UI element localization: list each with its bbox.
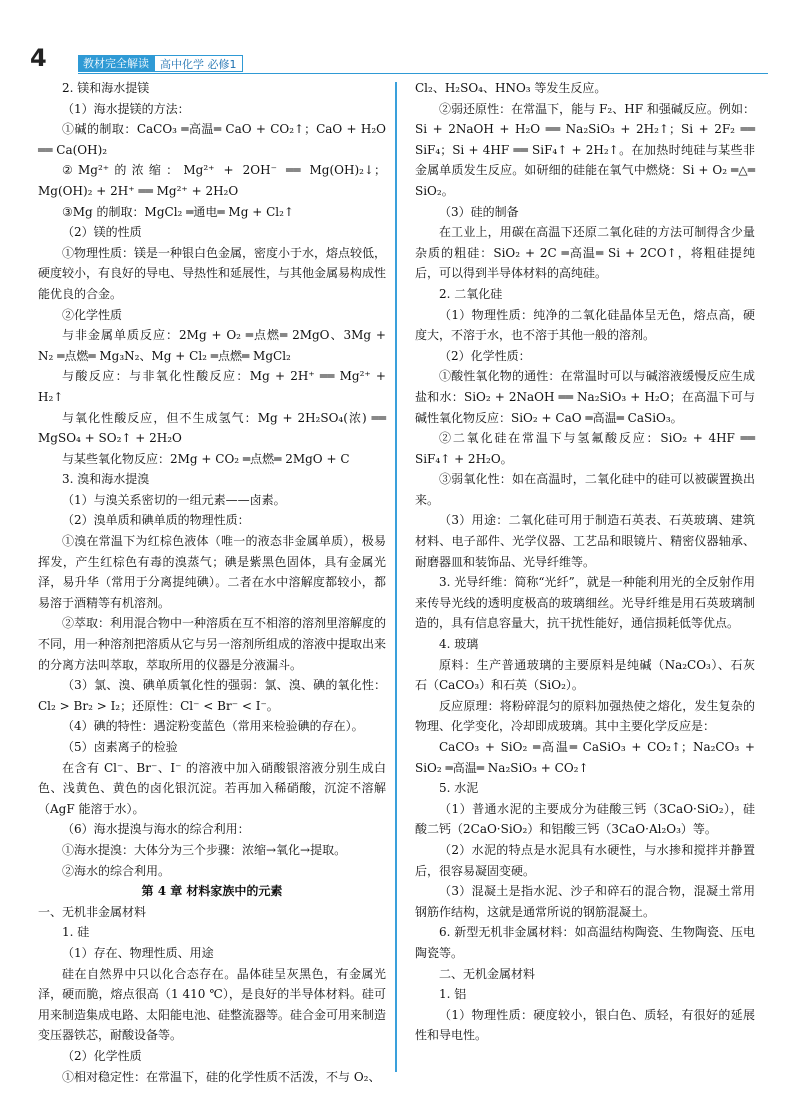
paragraph: （2）水泥的特点是水泥具有水硬性，与水掺和搅拌并静置后，很容易凝固变硬。: [415, 842, 755, 878]
heading: 3. 溴和海水提溴: [62, 472, 150, 487]
paragraph: 3. 光导纤维：简称“光纤”，就是一种能利用光的全反射作用来传导光线的透明度极高的玻璃细丝。光导纤维是用石英玻璃制造的，具有信息容量大，抗干扰性能好，通信损耗低等优点。: [415, 575, 755, 631]
page-number: 4: [30, 44, 47, 72]
series-title: 教材完全解读: [78, 55, 154, 72]
running-header: [78, 55, 243, 72]
section-heading: 一、无机非金属材料: [38, 904, 147, 919]
right-column: [415, 78, 755, 1046]
book-title: 高中化学 必修1: [154, 55, 243, 72]
paragraph: （6）海水提溴与海水的综合利用：: [62, 822, 250, 837]
paragraph: （2）镁的性质: [62, 225, 142, 240]
paragraph: ②二氧化硅在常温下与氢氟酸反应：SiO₂ + 4HF ══ SiF₄↑ + 2H₂O。: [415, 431, 755, 466]
paragraph: ①溴在常温下为红棕色液体（唯一的液态非金属单质），极易挥发，产生红棕色有毒的溴蒸气；碘是紫黑色固体，具有金属光泽，易升华（常用于分离提纯碘）。二者在水中溶解度都较小，都易溶于酒精等有机溶剂。: [38, 534, 386, 610]
paragraph: ②化学性质: [62, 307, 123, 322]
paragraph: （1）物理性质：硬度较小，银白色、质轻，有很好的延展性和导电性。: [415, 1007, 755, 1043]
heading: 2. 二氧化硅: [439, 286, 503, 301]
paragraph: ①相对稳定性：在常温下，硅的化学性质不活泼，不与 O₂、: [62, 1069, 381, 1084]
paragraph: 与非金属单质反应：2Mg + O₂ ═点燃═ 2MgO、3Mg + N₂ ═点燃═ Mg₃N₂、Mg + Cl₂ ═点燃═ MgCl₂: [38, 328, 386, 363]
paragraph: ③弱氧化性：如在高温时，二氧化硅中的硅可以被碳置换出来。: [415, 472, 755, 507]
paragraph: （1）物理性质：纯净的二氧化硅晶体呈无色，熔点高，硬度大，不溶于水，也不溶于其他一般的溶剂。: [415, 307, 755, 343]
paragraph: （5）卤素离子的检验: [62, 740, 178, 754]
paragraph: ②海水的综合利用。: [62, 863, 171, 878]
paragraph: （4）碘的特性：遇淀粉变蓝色（常用来检验碘的存在）。: [62, 719, 364, 734]
equation: CaCO₃ + SiO₂ ═高温═ CaSiO₃ + CO₂↑；Na₂CO₃ + SiO₂ ═高温═ Na₂SiO₃ + CO₂↑: [415, 740, 755, 775]
heading: 1. 铝: [439, 987, 467, 1002]
paragraph: （2）化学性质: [62, 1048, 142, 1063]
paragraph: 与某些氧化物反应：2Mg + CO₂ ═点燃═ 2MgO + C: [62, 451, 350, 466]
paragraph: 6. 新型无机非金属材料：如高温结构陶瓷、生物陶瓷、压电陶瓷等。: [415, 925, 755, 960]
paragraph: ②萃取：利用混合物中一种溶质在互不相溶的溶剂里溶解度的不同，用一种溶剂把溶质从它与另一溶剂所组成的溶液中提取出来的分离方法叫萃取，萃取所用的仪器是分液漏斗。: [38, 616, 387, 672]
paragraph: ①海水提溴：大体分为三个步骤：浓缩→氧化→提取。: [62, 842, 347, 857]
paragraph: （3）混凝土是指水泥、沙子和碎石的混合物，混凝土常用钢筋作结构，这就是通常所说的钢筋混凝土。: [415, 884, 755, 919]
heading: 4. 玻璃: [439, 637, 479, 652]
paragraph: Cl₂、H₂SO₄、HNO₃ 等发生反应。: [415, 81, 607, 95]
paragraph: （2）溴单质和碘单质的物理性质：: [62, 513, 250, 528]
paragraph: （3）用途：二氧化硅可用于制造石英表、石英玻璃、建筑材料、电子部件、光学仪器、工艺品和眼镜片、精密仪器轴承、耐磨器皿和装饰品、光导纤维等。: [415, 513, 755, 569]
column-divider: [395, 82, 397, 1072]
paragraph: 反应原理：将粉碎混匀的原料加强热使之熔化，发生复杂的物理、化学变化，冷却即成玻璃。其中主要化学反应是：: [415, 698, 755, 734]
paragraph: ①物理性质：镁是一种银白色金属，密度小于水，熔点较低，硬度较小，有良好的导电、导热性和延展性，与其他金属易构成性能优良的合金。: [38, 245, 387, 301]
paragraph: 在工业上，用碳在高温下还原二氧化硅的方法可制得含少量杂质的粗硅：SiO₂ + 2C ═高温═ Si + 2CO↑，将粗硅提纯后，可以得到半导体材料的高纯硅。: [415, 225, 755, 281]
heading: 2. 镁和海水提镁: [62, 81, 150, 95]
paragraph: （1）存在、物理性质、用途: [62, 945, 214, 960]
heading: 5. 水泥: [439, 781, 479, 796]
chapter-title: 第 4 章 材料家族中的元素: [141, 884, 283, 899]
paragraph: 硅在自然界中只以化合态存在。晶体硅呈灰黑色，有金属光泽，硬而脆，熔点很高（1 410 ℃），是良好的半导体材料。硅可用来制造集成电路、太阳能电池、硅整流器等。硅合金可用来制造变压器铁芯，耐酸设备等。: [38, 966, 387, 1043]
paragraph: （2）化学性质：: [439, 348, 531, 363]
section-heading: 二、无机金属材料: [439, 966, 536, 981]
heading: 1. 硅: [62, 925, 90, 940]
paragraph: 与氧化性酸反应，但不生成氢气：Mg + 2H₂SO₄(浓) ══ MgSO₄ + SO₂↑ + 2H₂O: [38, 410, 386, 446]
left-column: [38, 78, 386, 1087]
paragraph: ①碱的制取：CaCO₃ ═高温═ CaO + CO₂↑；CaO + H₂O ══ Ca(OH)₂: [38, 122, 386, 157]
paragraph: ③Mg 的制取：MgCl₂ ═通电═ Mg + Cl₂↑: [62, 204, 294, 219]
paragraph: （1）海水提镁的方法：: [62, 101, 190, 116]
paragraph: （3）氯、溴、碘单质氧化性的强弱：氯、溴、碘的氧化性：Cl₂ > Br₂ > I₂；还原性：Cl⁻ < Br⁻ < I⁻。: [38, 678, 386, 713]
paragraph: 与酸反应：与非氧化性酸反应：Mg + 2H⁺ ══ Mg²⁺ + H₂↑: [38, 369, 386, 404]
paragraph: （3）硅的制备: [439, 204, 519, 219]
paragraph: 在含有 Cl⁻、Br⁻、I⁻ 的溶液中加入硝酸银溶液分别生成白色、浅黄色、黄色的卤化银沉淀。若再加入稀硝酸，沉淀不溶解（AgF 能溶于水）。: [38, 760, 386, 816]
paragraph: （1）与溴关系密切的一组元素——卤素。: [62, 492, 286, 507]
paragraph: ②Mg²⁺的浓缩：Mg²⁺ + 2OH⁻ ══ Mg(OH)₂↓；Mg(OH)₂ + 2H⁺ ══ Mg²⁺ + 2H₂O: [38, 163, 386, 198]
paragraph: （1）普通水泥的主要成分为硅酸三钙（3CaO·SiO₂），硅酸二钙（2CaO·SiO₂）和铝酸三钙（3CaO·Al₂O₃）等。: [415, 801, 755, 837]
paragraph: ②弱还原性：在常温下，能与 F₂、HF 和强碱反应。例如：Si + 2NaOH + H₂O ══ Na₂SiO₃ + 2H₂↑；Si + 2F₂ ══ SiF₄；Si + 4HF ══ SiF₄↑ + 2H₂↑。在加热时纯硅与某些非金属单质发生反应。如研细的硅能在氧气中燃烧：Si + O₂ ═△═ SiO₂。: [415, 101, 755, 198]
header-rule: [78, 73, 768, 74]
paragraph: ①酸性氧化物的通性：在常温时可以与碱溶液缓慢反应生成盐和水：SiO₂ + 2NaOH ══ Na₂SiO₃ + H₂O；在高温下可与碱性氧化物反应：SiO₂ + CaO ═高温═ CaSiO₃。: [415, 369, 755, 425]
paragraph: 原料：生产普通玻璃的主要原料是纯碱（Na₂CO₃）、石灰石（CaCO₃）和石英（SiO₂）。: [415, 657, 755, 693]
